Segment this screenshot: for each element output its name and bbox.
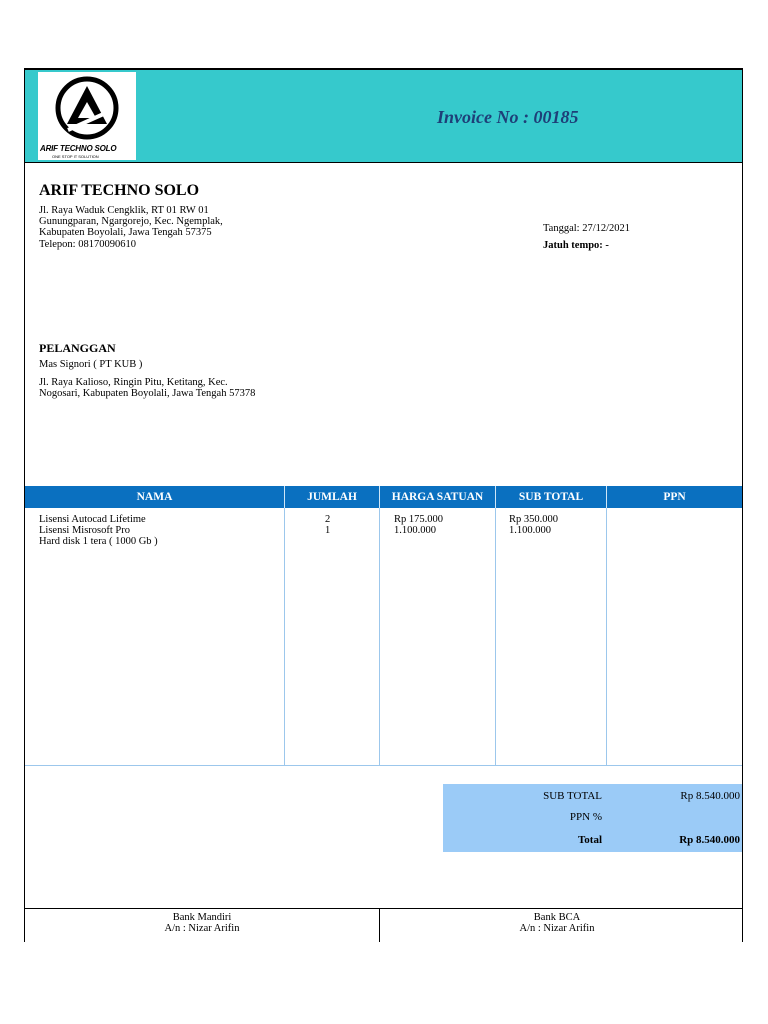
company-address [39,205,223,250]
bank-bca-info [380,912,734,934]
due-date: Jatuh tempo: - [543,240,609,251]
logo-company-name: ARIF TECHNO SOLO [40,144,117,153]
items-table-header [25,486,742,508]
column-header-sub-total: SUB TOTAL [518,491,584,503]
invoice-sheet [24,68,743,942]
column-header-ppn: PPN [663,491,686,503]
column-grid-line [379,508,380,765]
bank-holder: A/n : Nizar Arifin [164,923,240,934]
customer-address [39,377,255,399]
invoice-number: Invoice No : 00185 [437,107,579,127]
column-grid-line [495,508,496,765]
company-name: ARIF TECHNO SOLO [39,182,200,199]
subtotal-label: SUB TOTAL [543,790,602,802]
company-address-line: Gunungparan, Ngargorejo, Kec. Ngemplak, [39,216,223,228]
item-price: Rp 175.000 [394,514,444,525]
items-qty-column [325,514,330,536]
invoice-header [25,70,742,163]
item-name: Lisensi Misrosoft Pro [39,525,131,537]
footer-divider [25,908,742,909]
item-qty: 1 [325,525,331,537]
items-name-column [39,514,158,548]
customer-name: Mas Signori ( PT KUB ) [39,359,143,370]
customer-address-line: Jl. Raya Kalioso, Ringin Pitu, Ketitang, Kec. [39,377,228,388]
column-grid-line [284,508,285,765]
table-bottom-line [25,765,742,766]
company-phone: Telepon: 08170090610 [39,238,136,250]
column-grid-line [606,508,607,765]
item-name: Hard disk 1 tera ( 1000 Gb ) [39,536,158,548]
triangle-circle-logo-icon [38,72,136,144]
totals-box [443,784,742,852]
company-address-line: Kabupaten Boyolali, Jawa Tengah 57375 [39,227,212,239]
bank-holder: A/n : Nizar Arifin [519,923,595,934]
item-subtotal: Rp 350.000 [509,514,559,525]
logo-tagline: ONE STOP IT SOLUTION [52,154,99,159]
item-qty: 2 [325,514,331,525]
customer-address-line: Nogosari, Kabupaten Boyolali, Jawa Tengah 57378 [39,388,256,400]
item-price: 1.100.000 [394,525,436,537]
bank-mandiri-info [25,912,379,934]
total-value: Rp 8.540.000 [679,834,740,846]
total-label: Total [577,834,602,846]
column-header-jumlah: JUMLAH [307,491,357,503]
items-price-column [394,514,443,536]
subtotal-value: Rp 8.540.000 [680,790,740,802]
column-header-nama: NAMA [136,491,173,503]
ppn-label: PPN % [569,811,602,823]
items-subtotal-column [509,514,558,536]
bank-name: Bank Mandiri [172,912,232,923]
item-name: Lisensi Autocad Lifetime [39,514,146,525]
column-header-harga-satuan: HARGA SATUAN [391,491,484,503]
invoice-date: Tanggal: 27/12/2021 [543,223,631,234]
company-address-line: Jl. Raya Waduk Cengklik, RT 01 RW 01 [39,205,209,216]
item-subtotal: 1.100.000 [509,525,551,537]
company-logo [38,72,136,160]
bank-name: Bank BCA [533,912,581,923]
customer-title: PELANGGAN [39,341,116,355]
